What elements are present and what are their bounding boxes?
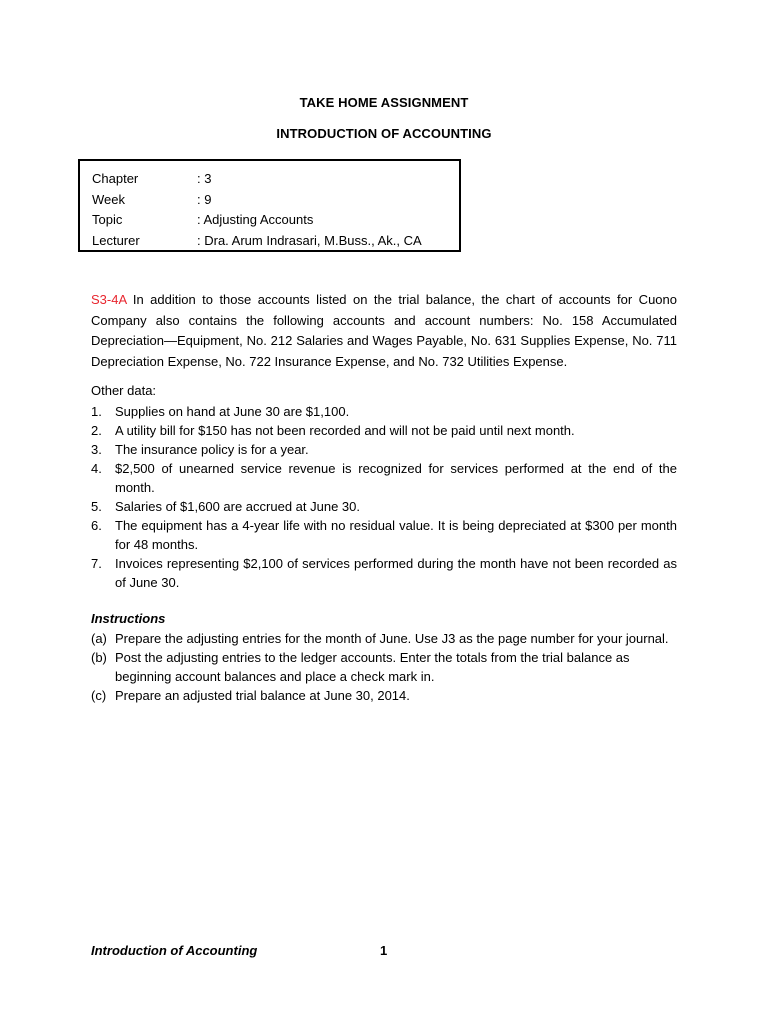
item-number: 2.: [91, 423, 102, 438]
info-row-topic: [92, 210, 459, 231]
item-text: The equipment has a 4-year life with no residual value. It is being depreciated at $300 per month for 48 months.: [115, 518, 677, 552]
course-title: INTRODUCTION OF ACCOUNTING: [276, 126, 492, 141]
list-item: [91, 629, 677, 648]
item-text: Supplies on hand at June 30 are $1,100.: [115, 404, 350, 419]
item-number: 6.: [91, 518, 102, 533]
instructions-list: [91, 629, 677, 705]
info-value: : 3: [197, 171, 212, 186]
item-text: The insurance policy is for a year.: [115, 442, 309, 457]
item-number: 4.: [91, 461, 102, 476]
info-row-week: [92, 190, 459, 211]
item-number: 5.: [91, 499, 102, 514]
list-item: [91, 686, 677, 705]
item-text: Invoices representing $2,100 of services performed during the month have not been recorded as of June 30.: [115, 556, 677, 590]
item-number: 1.: [91, 404, 102, 419]
item-number: 3.: [91, 442, 102, 457]
item-number: (a): [91, 631, 107, 646]
list-item: [91, 440, 677, 459]
list-item: [91, 459, 677, 497]
item-number: (c): [91, 688, 107, 703]
item-text: Salaries of $1,600 are accrued at June 30.: [115, 499, 360, 514]
list-item: [91, 648, 677, 686]
footer-title: Introduction of Accounting: [91, 943, 258, 958]
other-data-list: [91, 402, 677, 592]
problem-statement: [91, 290, 677, 372]
item-text: $2,500 of unearned service revenue is recognized for services performed at the end of the month.: [115, 461, 677, 495]
item-number: (b): [91, 650, 107, 665]
info-label: Chapter: [92, 171, 139, 186]
other-data-label: Other data:: [91, 383, 157, 398]
info-row-lecturer: [92, 231, 459, 252]
info-label: Lecturer: [92, 232, 140, 248]
item-text: Prepare an adjusted trial balance at June 30, 2014.: [115, 688, 410, 703]
info-value: : 9: [197, 191, 212, 207]
course-info-box: [78, 159, 461, 252]
info-value: : Dra. Arum Indrasari, M.Buss., Ak., CA: [197, 232, 422, 248]
item-number: 7.: [91, 556, 102, 571]
list-item: [91, 554, 677, 592]
page-number: 1: [380, 943, 388, 958]
item-text: A utility bill for $150 has not been recorded and will not be paid until next month.: [115, 423, 575, 438]
list-item: [91, 497, 677, 516]
info-row-chapter: [92, 169, 459, 190]
list-item: [91, 516, 677, 554]
info-label: Week: [92, 191, 125, 207]
list-item: [91, 421, 677, 440]
item-text: Prepare the adjusting entries for the month of June. Use J3 as the page number for your journal.: [115, 631, 669, 646]
problem-text: In addition to those accounts listed on the trial balance, the chart of accounts for Cuono Company also contains the following accounts and account numbers: No. 158 Accumulated Depreciation—Equipment, No. 212 Salaries and Wages Payable, No. 631 Supplies Expense, No. 711 Depreciation Expense, No. 722 Insurance Expense, and No. 732 Utilities Expense.: [91, 292, 677, 369]
item-text: Post the adjusting entries to the ledger accounts. Enter the totals from the trial balance as beginning account balances and place a check mark in.: [115, 650, 630, 684]
info-value: : Adjusting Accounts: [197, 212, 314, 227]
list-item: [91, 402, 677, 421]
info-label: Topic: [92, 212, 123, 227]
instructions-label: Instructions: [91, 611, 166, 626]
assignment-title: TAKE HOME ASSIGNMENT: [299, 95, 469, 110]
problem-code: S3-4A: [91, 292, 127, 307]
